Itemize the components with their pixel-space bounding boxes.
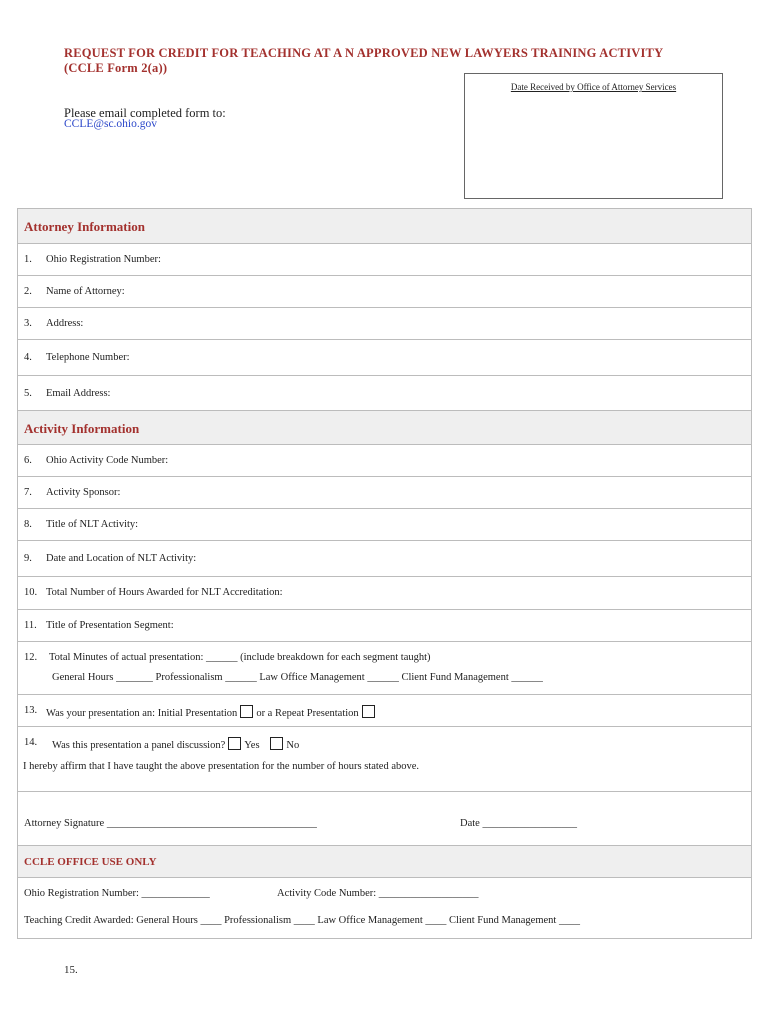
field-label: Title of Presentation Segment: (46, 620, 174, 631)
office-activity-code-field[interactable]: Activity Code Number: ___________________ (277, 888, 479, 899)
office-section-title: CCLE OFFICE USE ONLY (24, 856, 157, 868)
field-number: 2. (24, 286, 32, 297)
field-presentation-title[interactable] (18, 610, 751, 642)
email-prompt: Please email completed form to: (64, 106, 226, 120)
activity-section-title: Activity Information (24, 421, 140, 436)
field-label: Email Address: (46, 388, 111, 399)
field-panel-discussion (18, 727, 751, 792)
field-number: 14. (24, 737, 38, 748)
field-attorney-name[interactable] (18, 276, 751, 308)
field-number: 11. (24, 620, 37, 631)
office-section-header (18, 846, 751, 878)
hours-breakdown-line: General Hours _______ Professionalism ______ Law Office Management ______ Client Fund Management ______ (52, 672, 543, 683)
field-address[interactable] (18, 308, 751, 340)
form-title-line2: (CCLE Form 2(a)) (64, 61, 168, 75)
field-label: Name of Attorney: (46, 286, 125, 297)
field-activity-sponsor[interactable] (18, 477, 751, 509)
field-number: 12. (24, 652, 38, 663)
field-presentation-type (18, 695, 751, 727)
field-label: Ohio Activity Code Number: (46, 455, 169, 466)
activity-section-header (18, 411, 751, 445)
form-title (64, 46, 663, 76)
repeat-presentation-label: or a Repeat Presentation (256, 708, 359, 719)
attorney-signature-field[interactable]: Attorney Signature ________________________________________ (24, 818, 317, 829)
repeat-presentation-checkbox[interactable] (362, 705, 375, 718)
page-number: 15. (64, 964, 78, 976)
signature-row (18, 792, 751, 846)
field-label: Title of NLT Activity: (46, 519, 139, 530)
form-title-line1: REQUEST FOR CREDIT FOR TEACHING AT A N APPROVED NEW LAWYERS TRAINING ACTIVITY (64, 46, 664, 60)
panel-no-checkbox[interactable] (270, 737, 283, 750)
field-activity-code[interactable] (18, 445, 751, 477)
field-label: Telephone Number: (46, 352, 130, 363)
teaching-credit-awarded-field[interactable]: Teaching Credit Awarded: General Hours ____ Professionalism ____ Law Office Management ____ Client Fund Management ____ (24, 915, 580, 926)
panel-discussion-row (52, 737, 299, 751)
presentation-type-label: Was your presentation an: Initial Presentation (46, 708, 238, 719)
date-received-box (464, 73, 723, 199)
request-form (17, 208, 752, 939)
panel-discussion-label: Was this presentation a panel discussion? (52, 740, 226, 751)
field-presentation-minutes[interactable] (18, 642, 751, 695)
field-number: 8. (24, 519, 32, 530)
minutes-line: Total Minutes of actual presentation: ______ (include breakdown for each segment taught) (49, 652, 431, 663)
field-number: 4. (24, 352, 32, 363)
field-number: 7. (24, 487, 32, 498)
attorney-section-title: Attorney Information (24, 219, 145, 234)
field-number: 10. (24, 587, 38, 598)
affirmation-text: I hereby affirm that I have taught the above presentation for the number of hours stated above. (23, 761, 420, 772)
field-number: 1. (24, 254, 32, 265)
field-label: Address: (46, 318, 84, 329)
field-label: Activity Sponsor: (46, 487, 121, 498)
field-nlt-title[interactable] (18, 509, 751, 541)
panel-yes-checkbox[interactable] (228, 737, 241, 750)
signature-date-field[interactable]: Date __________________ (460, 818, 577, 829)
field-nlt-hours[interactable] (18, 577, 751, 610)
field-label: Total Number of Hours Awarded for NLT Accreditation: (46, 587, 283, 598)
presentation-type-row (46, 705, 378, 719)
initial-presentation-checkbox[interactable] (240, 705, 253, 718)
panel-yes-label: Yes (244, 740, 260, 751)
field-email[interactable] (18, 376, 751, 411)
field-label: Ohio Registration Number: (46, 254, 161, 265)
field-number: 13. (24, 705, 38, 716)
field-number: 3. (24, 318, 32, 329)
field-label: Date and Location of NLT Activity: (46, 553, 197, 564)
field-number: 5. (24, 388, 32, 399)
field-telephone[interactable] (18, 340, 751, 376)
date-received-caption: Date Received by Office of Attorney Services (510, 82, 677, 92)
field-number: 9. (24, 553, 32, 564)
attorney-section-header (18, 209, 751, 244)
office-use-block (18, 878, 751, 938)
panel-no-label: No (286, 740, 300, 751)
office-registration-field[interactable]: Ohio Registration Number: _____________ (24, 888, 210, 899)
field-number: 6. (24, 455, 32, 466)
field-nlt-date-location[interactable] (18, 541, 751, 577)
field-registration-number[interactable] (18, 244, 751, 276)
email-link[interactable]: CCLE@sc.ohio.gov (64, 118, 158, 130)
